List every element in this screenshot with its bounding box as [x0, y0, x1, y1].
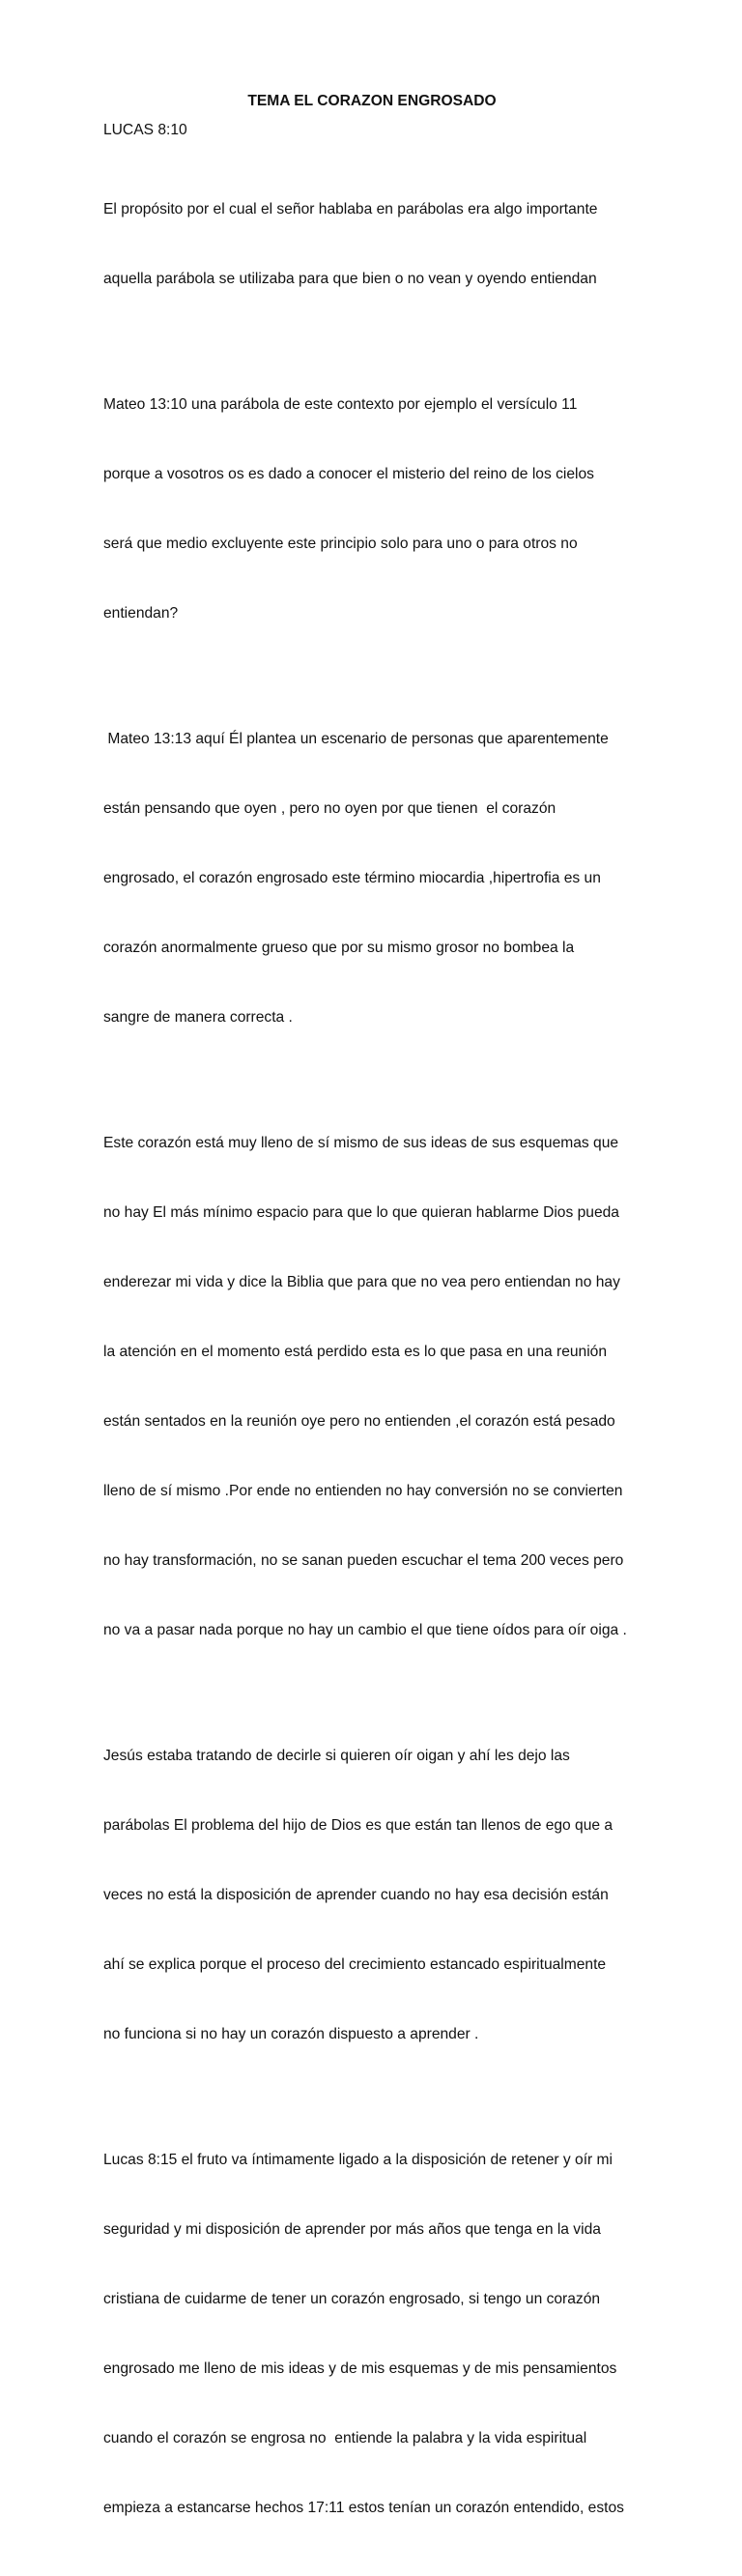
text-line: empieza a estancarse hechos 17:11 estos tenían un corazón entendido, estos	[103, 2500, 624, 2516]
text-line: enderezar mi vida y dice la Biblia que para que no vea pero entiendan no hay	[103, 1274, 620, 1290]
text-line: Jesús estaba tratando de decirle si quieren oír oigan y ahí les dejo las	[103, 1748, 570, 1764]
text-line: cuando el corazón se engrosa no entiende la palabra y la vida espiritual	[103, 2430, 587, 2446]
text-line: cristiana de cuidarme de tener un corazón engrosado, si tengo un corazón	[103, 2291, 601, 2307]
text-line: sangre de manera correcta .	[103, 1009, 293, 1026]
paragraph	[103, 1085, 641, 1689]
paragraph	[103, 2102, 641, 2566]
text-line: parábolas El problema del hijo de Dios es que están tan llenos de ego que a	[103, 1817, 614, 1834]
text-line: aquella parábola se utilizaba para que bien o no vean y oyendo entiendan	[103, 271, 597, 287]
text-line: la atención en el momento está perdido esta es lo que pasa en una reunión	[103, 1344, 608, 1360]
text-line: no va a pasar nada porque no hay un cambio el que tiene oídos para oír oiga .	[103, 1622, 627, 1638]
text-line: no hay El más mínimo espacio para que lo que quieran hablarme Dios pueda	[103, 1204, 619, 1221]
text-line: ahí se explica porque el proceso del crecimiento estancado espiritualmente	[103, 1956, 607, 1973]
text-line: Mateo 13:13 aquí Él plantea un escenario de personas que aparentemente	[103, 731, 609, 747]
text-line: no funciona si no hay un corazón dispuesto a aprender .	[103, 2026, 479, 2042]
text-line: engrosado, el corazón engrosado este término miocardia ,hipertrofia es un	[103, 870, 601, 886]
text-line: corazón anormalmente grueso que por su mismo grosor no bombea la	[103, 940, 575, 956]
text-line: El propósito por el cual el señor hablaba en parábolas era algo importante	[103, 201, 598, 217]
text-line: porque a vosotros os es dado a conocer el misterio del reino de los cielos	[103, 466, 594, 482]
text-line: no hay transformación, no se sanan pueden escuchar el tema 200 veces pero	[103, 1552, 624, 1569]
document-title: TEMA EL CORAZON ENGROSADO	[247, 93, 497, 109]
paragraph	[103, 681, 641, 1076]
text-line: seguridad y mi disposición de aprender por más años que tenga en la vida	[103, 2221, 601, 2238]
paragraph	[103, 347, 641, 672]
text-line: engrosado me lleno de mis ideas y de mis esquemas y de mis pensamientos	[103, 2360, 617, 2377]
paragraph	[103, 1698, 641, 2093]
text-line: veces no está la disposición de aprender cuando no hay esa decisión están	[103, 1887, 609, 1903]
paragraph	[103, 152, 641, 337]
text-line: están sentados en la reunión oye pero no entienden ,el corazón está pesado	[103, 1413, 615, 1430]
text-line: Lucas 8:15 el fruto va íntimamente ligado a la disposición de retener y oír mi	[103, 2152, 614, 2168]
text-line: Mateo 13:10 una parábola de este contexto por ejemplo el versículo 11	[103, 396, 578, 413]
text-line: Este corazón está muy lleno de sí mismo de sus ideas de sus esquemas que	[103, 1135, 619, 1151]
document-body	[103, 90, 641, 2576]
text-line: están pensando que oyen , pero no oyen por que tienen el corazón	[103, 800, 556, 817]
text-line: entiendan?	[103, 605, 179, 622]
text-line: será que medio excluyente este principio solo para uno o para otros no	[103, 535, 578, 552]
text-line: lleno de sí mismo .Por ende no entienden no hay conversión no se convierten	[103, 1483, 623, 1499]
scripture-reference: LUCAS 8:10	[103, 122, 187, 138]
